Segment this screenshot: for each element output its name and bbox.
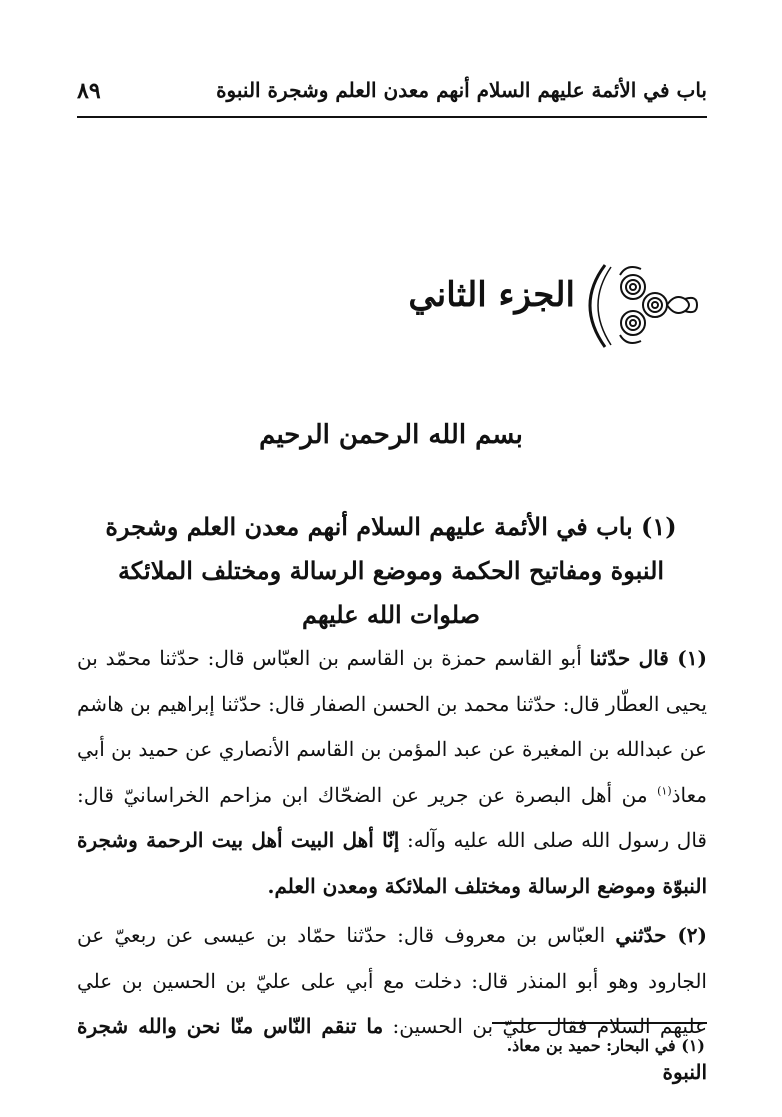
running-title: باب في الأئمة عليهم السلام أنهم معدن العلم وشجرة النبوة	[216, 78, 707, 102]
basmala: بسم الله الرحمن الرحيم	[259, 420, 523, 450]
page-number: ٨٩	[77, 78, 101, 104]
hadith-paragraph	[77, 913, 707, 1095]
hadith-text: من أهل البصرة عن جرير عن الضحّاك ابن مزاحم الخراسانيّ قال: قال رسول الله صلى الله عليه وآله:	[77, 782, 707, 852]
footnote: (١) في البحار: حميد بن معاذ.	[506, 1036, 705, 1055]
header-rule	[77, 116, 707, 118]
chapter-heading-line: النبوة ومفاتيح الحكمة وموضع الرسالة ومختلف الملائكة	[117, 556, 665, 585]
part-title: الجزء الثاني	[408, 275, 575, 315]
part-title-block	[370, 255, 700, 355]
hadith-lead: (٢) حدّثني	[615, 923, 707, 947]
chapter-heading-line: (١) باب في الأئمة عليهم السلام أنهم معدن العلم وشجرة	[105, 512, 677, 541]
chapter-heading	[90, 505, 692, 637]
footnote-marker[interactable]: (١)	[657, 783, 672, 797]
footnote-rule	[492, 1022, 707, 1024]
running-header	[77, 78, 707, 118]
hadith-quote: ما تنقم النّاس منّا نحن والله شجرة النبوة	[77, 1014, 707, 1084]
hadith-paragraph	[77, 636, 707, 909]
body-text	[77, 636, 707, 1095]
hadith-lead: (١) قال حدّثنا	[589, 646, 707, 670]
hadith-quote: إنّا أهل البيت أهل بيت الرحمة وشجرة النبوّة وموضع الرسالة ومختلف الملائكة ومعدن العلم.	[77, 828, 707, 898]
chapter-heading-line: صلوات الله عليهم	[301, 600, 481, 629]
floral-ornament-icon	[575, 255, 700, 355]
hadith-text: أبو القاسم حمزة بن القاسم بن العبّاس قال: حدّثنا محمّد بن يحيى العطّار قال: حدّثنا محمد بن الحسن الصفار قال: حدّثنا إبراهيم بن هاشم عن عبدالله بن المغيرة عن عبد المؤمن بن القاسم الأنصاري عن حميد بن أبي معاذ	[77, 646, 707, 807]
hadith-text: العبّاس بن معروف قال: حدّثنا حمّاد بن عيسى عن ربعيّ عن الجارود وهو أبو المنذر قال: دخلت مع أبي على عليّ بن الحسين بن علي عليهم السلام فقال عليّ بن الحسين:	[77, 923, 708, 1038]
